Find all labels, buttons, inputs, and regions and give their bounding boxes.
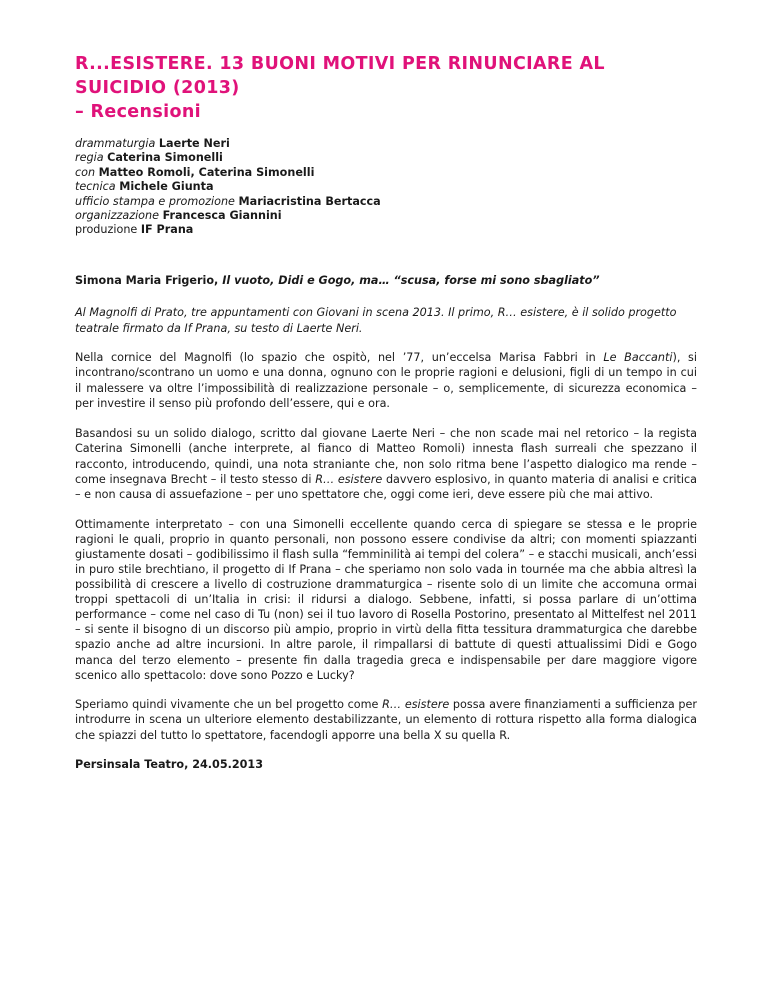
- document-page: [75, 52, 697, 772]
- review-paragraph: Ottimamente interpretato – con una Simonelli eccellente quando cerca di spiegare se stessa e le proprie ragioni le quali, proprio in quanto personali, non possono essere condivise da altri; con momenti spiazzanti giustamente dosati – godibilissimo il flash sulla “femminilità ai tempi del colera” – e stacchi musicali, anch’essi in puro stile brechtiano, il progetto di If Prana – che speriamo non solo vada in tournée ma che abbia altresì la possibilità di crescere a livello di costruzione drammaturgica – risente solo di un limite che accomuna ormai troppi spettacoli di un’Italia in crisi: il ridursi a dialogo. Sebbene, infatti, si possa parlare di un’ottima performance – come nel caso di Tu (non) sei il tuo lavoro di Rosella Postorino, presentato al Mittelfest nel 2011 – si sente il bisogno di un discorso più ampio, proprio in virtù della fitta tessitura drammaturgica che darebbe spazio anche ad altre incursioni. In altre parole, il rimpallarsi di battute di questi attualissimi Didi e Gogo manca del terzo elemento – presente fin dalla tragedia greca e indispensabile per dare maggiore vigore scenico allo spettacolo: dove sono Pozzo e Lucky?: [75, 517, 697, 682]
- credit-line: regia Caterina Simonelli: [75, 151, 223, 165]
- credit-line: tecnica Michele Giunta: [75, 180, 214, 194]
- credit-line: con Matteo Romoli, Caterina Simonelli: [75, 165, 315, 179]
- credit-line: ufficio stampa e promozione Mariacristina Bertacca: [75, 194, 381, 208]
- title-line-2: – Recensioni: [75, 102, 201, 122]
- credits-block: [75, 137, 697, 238]
- review-signature: Persinsala Teatro, 24.05.2013: [75, 757, 264, 771]
- review-paragraph: Basandosi su un solido dialogo, scritto dal giovane Laerte Neri – che non scade mai nel retorico – la regista Caterina Simonelli (anche interprete, al fianco di Matteo Romoli) innesta flash surreali che spezzano il racconto, introducendo, quindi, una nota straniante che, non solo ritma bene l’aspetto dialogico ma rende – come insegnava Brecht – il testo stesso di R… esistere davvero esplosivo, in quanto materia di analisi e critica – e non causa di assuefazione – per uno spettatore che, oggi come ieri, deve essere più che mai attivo.: [75, 426, 698, 502]
- page-title: [75, 52, 697, 124]
- credit-line: produzione IF Prana: [75, 223, 194, 237]
- credit-line: organizzazione Francesca Giannini: [75, 209, 282, 223]
- review-header: [75, 274, 697, 288]
- review-paragraph: Speriamo quindi vivamente che un bel progetto come R… esistere possa avere finanziamenti a sufficienza per introdurre in scena un ulteriore elemento destabilizzante, un elemento di rottura rispetto alla forma dialogica che spiazzi del tutto lo spettatore, facendogli apporre una bella X su quella R.: [75, 697, 697, 742]
- review-headline: Il vuoto, Didi e Gogo, ma… “scusa, forse mi sono sbagliato”: [222, 273, 600, 287]
- review-paragraph: Nella cornice del Magnolfi (lo spazio che ospitò, nel ’77, un’eccelsa Marisa Fabbri in Le Baccanti), si incontrano/scontrano un uomo e una donna, ognuno con le proprie ragioni e delusioni, figli di un tempo in cui il malessere va oltre l’impossibilità di realizzazione personale – o, semplicemente, di sicurezza economica – per investire il senso più profondo dell’essere, qui e ora.: [75, 351, 697, 411]
- credit-line: drammaturgia Laerte Neri: [75, 137, 230, 150]
- review-intro: Al Magnolfi di Prato, tre appuntamenti con Giovani in scena 2013. Il primo, R… esistere, è il solido progetto teatrale firmato da If Prana, su testo di Laerte Neri.: [75, 306, 677, 335]
- review-author: Simona Maria Frigerio,: [75, 273, 219, 287]
- title-line-1: R...ESISTERE. 13 BUONI MOTIVI PER RINUNCIARE AL SUICIDIO (2013): [75, 54, 605, 98]
